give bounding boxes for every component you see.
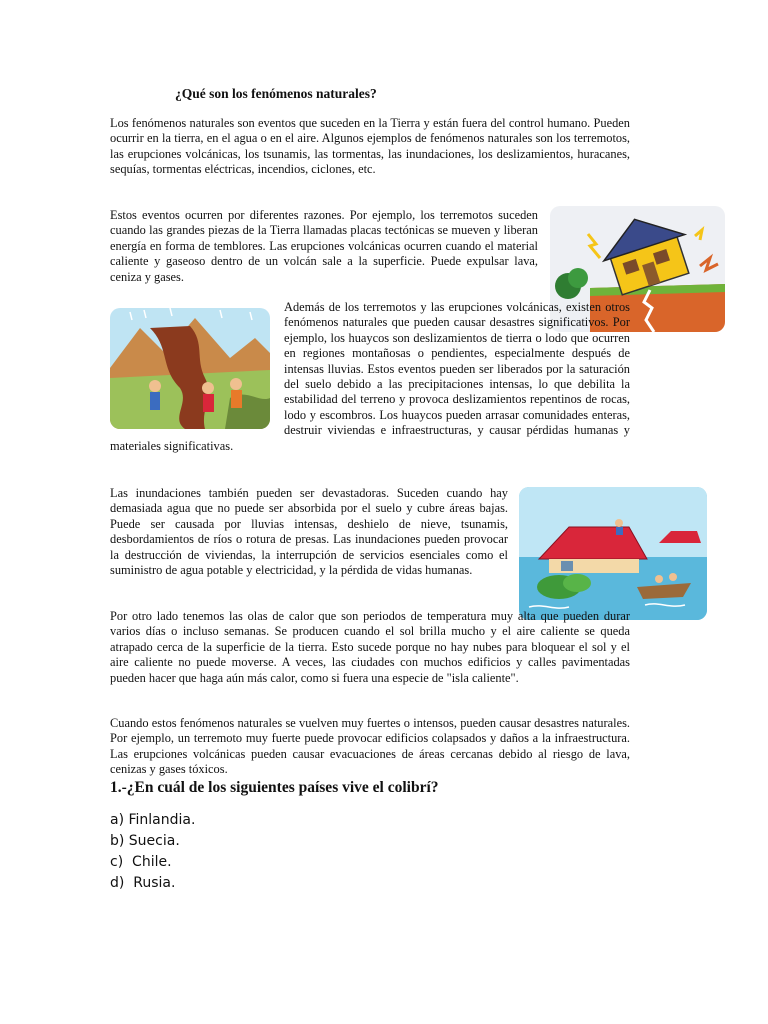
option-b: b) Suecia. <box>110 833 180 849</box>
float-spacer <box>110 300 284 426</box>
paragraph-intro: Los fenómenos naturales son eventos que suceden en la Tierra y están fuera del control humano. Pueden ocurrir en la tierra, en el agua o en el aire. Algunos ejemplos de fenómenos naturales son los terremotos, las erupciones volcánicas, los tsunamis, las tormentas, las inundaciones, los deslizamientos, huracanes, sequías, tormentas eléctricas, incendios, ciclones, etc. <box>110 116 630 177</box>
page-title: ¿Qué son los fenómenos naturales? <box>175 86 377 101</box>
option-a: a) Finlandia. <box>110 812 196 828</box>
flood-illustration <box>519 487 707 620</box>
paragraph-causes: Estos eventos ocurren por diferentes razones. Por ejemplo, los terremotos suceden cuando las grandes piezas de la Tierra llamadas placas tectónicas se mueven y liberan energía en forma de temblores. Las erupciones volcánicas ocurren cuando el material caliente y gaseoso dentro de un volcán sale a la superficie. Puede expulsar lava, ceniza y gases. <box>110 208 538 284</box>
paragraph-heatwaves: Por otro lado tenemos las olas de calor que son periodos de temperatura muy alta que pueden durar varios días o incluso semanas. Se producen cuando el sol brilla mucho y el aire caliente se queda atrapado cerca de la superficie de la tierra. Esto sucede porque no hay nubes para bloquear el sol y el aire caliente no puede moverse. A veces, las ciudades con muchos edificios y calles pavimentadas pueden hacer que haga aún más calor, como si fuera una especie de "isla caliente". <box>110 609 630 685</box>
paragraph-disasters: Cuando estos fenómenos naturales se vuelven muy fuertes o intensos, pueden causar desastres naturales. Por ejemplo, un terremoto muy fuerte puede provocar edificios colapsados y daños a la infraestructura. Las erupciones volcánicas pueden causar evacuaciones de áreas cercanas debido al riesgo de lava, cenizas y gases tóxicos. <box>110 716 630 777</box>
flood-house-icon <box>519 487 707 620</box>
option-d: d) Rusia. <box>110 875 176 891</box>
question-text: 1.-¿En cuál de los siguientes países vive el colibrí? <box>110 779 439 796</box>
paragraph-floods: Las inundaciones también pueden ser devastadoras. Suceden cuando hay demasiada agua que no puede ser absorbida por el suelo y cubre áreas bajas. Puede ser causada por lluvias intensas, deshielo de nieve, tsunamis, desbordamientos de ríos o rotura de presas. Las inundaciones pueden provocar la destrucción de viviendas, la interrupción de servicios esenciales como el suministro de agua potable y electricidad, y la pérdida de vidas humanas. <box>110 486 508 578</box>
paragraph-huaycos-text: Además de los terremotos y las erupciones volcánicas, existen otros fenómenos naturales que pueden causar desastres significativos. Por ejemplo, los huaycos son deslizamientos de tierra o lodo que ocurren en regiones montañosas o pendientes, especialmente después de intensas lluvias. Estos eventos pueden ser liberados por la saturación del suelo debido a las precipitaciones intensas, lo que debilita la estabilidad del terreno y provoca deslizamientos repentinos de rocas, lodo y escombros. Los huaycos pueden arrasar comunidades enteras, destruir viviendas e infraestructuras, y causar pérdidas humanas y materiales significativas. <box>110 300 630 453</box>
paragraph-huaycos <box>110 300 630 454</box>
option-c: c) Chile. <box>110 854 172 870</box>
answer-options <box>110 810 195 894</box>
